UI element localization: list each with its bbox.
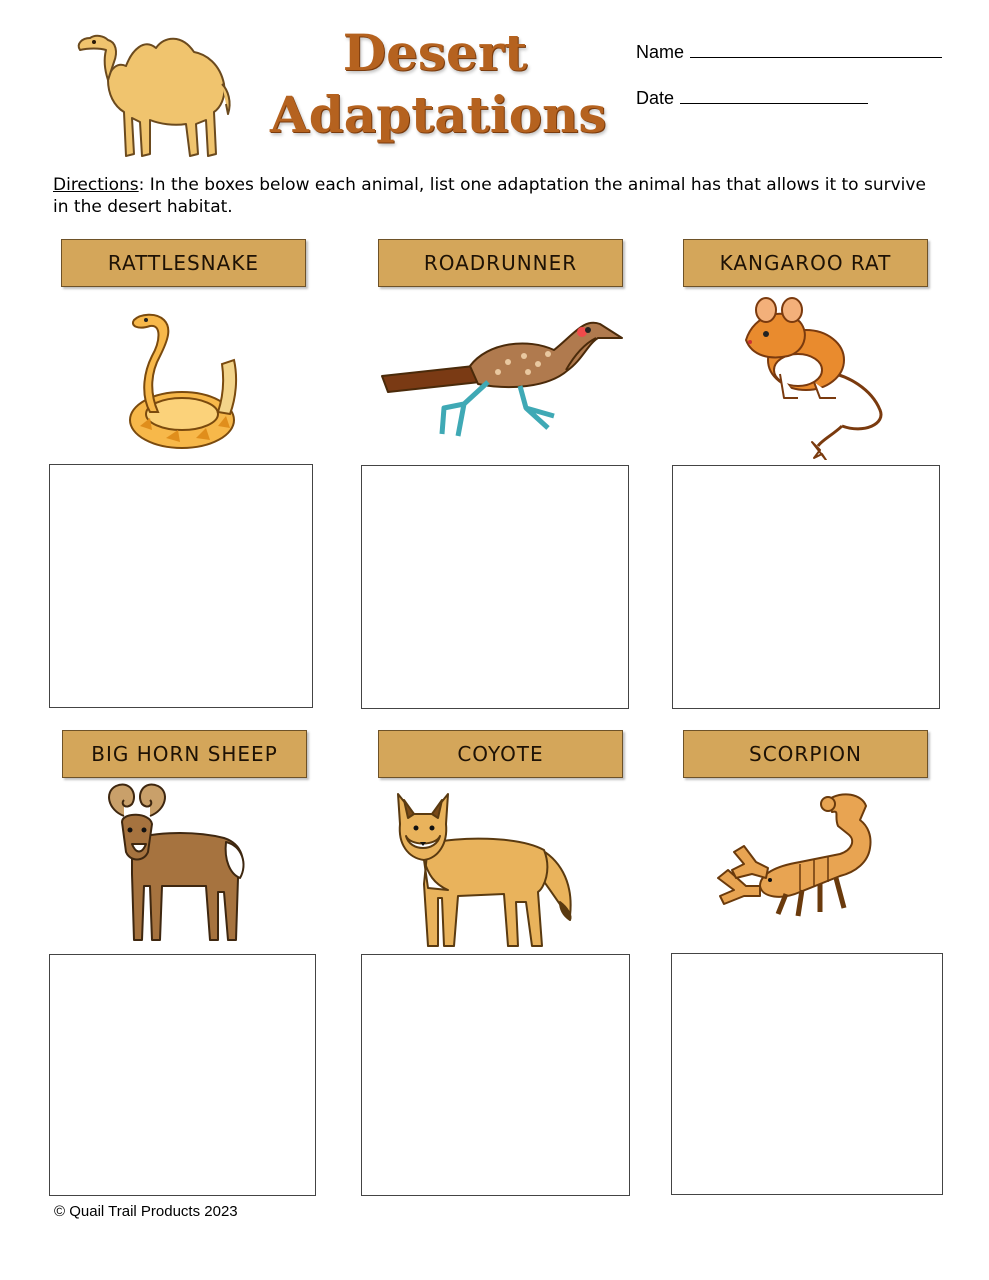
- directions: [53, 174, 943, 218]
- name-label: Name: [636, 42, 685, 62]
- banner-coyote: COYOTE: [378, 730, 623, 778]
- roadrunner-icon: [378, 304, 624, 440]
- answer-box-scorpion[interactable]: [671, 953, 943, 1195]
- date-label: Date: [636, 88, 675, 108]
- directions-label: Directions: [53, 175, 139, 195]
- date-field[interactable]: [636, 88, 868, 109]
- name-field[interactable]: [636, 42, 942, 63]
- title-line-1: Desert: [342, 23, 528, 82]
- directions-text: : In the boxes below each animal, list one adaptation the animal has that allows it to survive in the desert habitat.: [53, 175, 926, 217]
- answer-box-rattlesnake[interactable]: [49, 464, 313, 708]
- answer-box-big-horn-sheep[interactable]: [49, 954, 316, 1196]
- banner-rattlesnake: RATTLESNAKE: [61, 239, 306, 287]
- banner-roadrunner: ROADRUNNER: [378, 239, 623, 287]
- title-line-2: Adaptations: [270, 85, 607, 144]
- coyote-icon: [388, 784, 578, 950]
- scorpion-icon: [716, 792, 900, 922]
- copyright: © Quail Trail Products 2023: [54, 1203, 238, 1220]
- banner-scorpion: SCORPION: [683, 730, 928, 778]
- rattlesnake-icon: [120, 294, 245, 454]
- answer-box-coyote[interactable]: [361, 954, 630, 1196]
- date-line[interactable]: [680, 89, 868, 104]
- camel-icon: [70, 28, 240, 164]
- banner-kangaroo-rat: KANGAROO RAT: [683, 239, 928, 287]
- banner-big-horn-sheep: BIG HORN SHEEP: [62, 730, 307, 778]
- name-line[interactable]: [690, 43, 942, 58]
- answer-box-kangaroo-rat[interactable]: [672, 465, 940, 709]
- answer-box-roadrunner[interactable]: [361, 465, 629, 709]
- bighorn-sheep-icon: [102, 782, 248, 944]
- page-title: [270, 22, 607, 146]
- kangaroo-rat-icon: [744, 294, 890, 460]
